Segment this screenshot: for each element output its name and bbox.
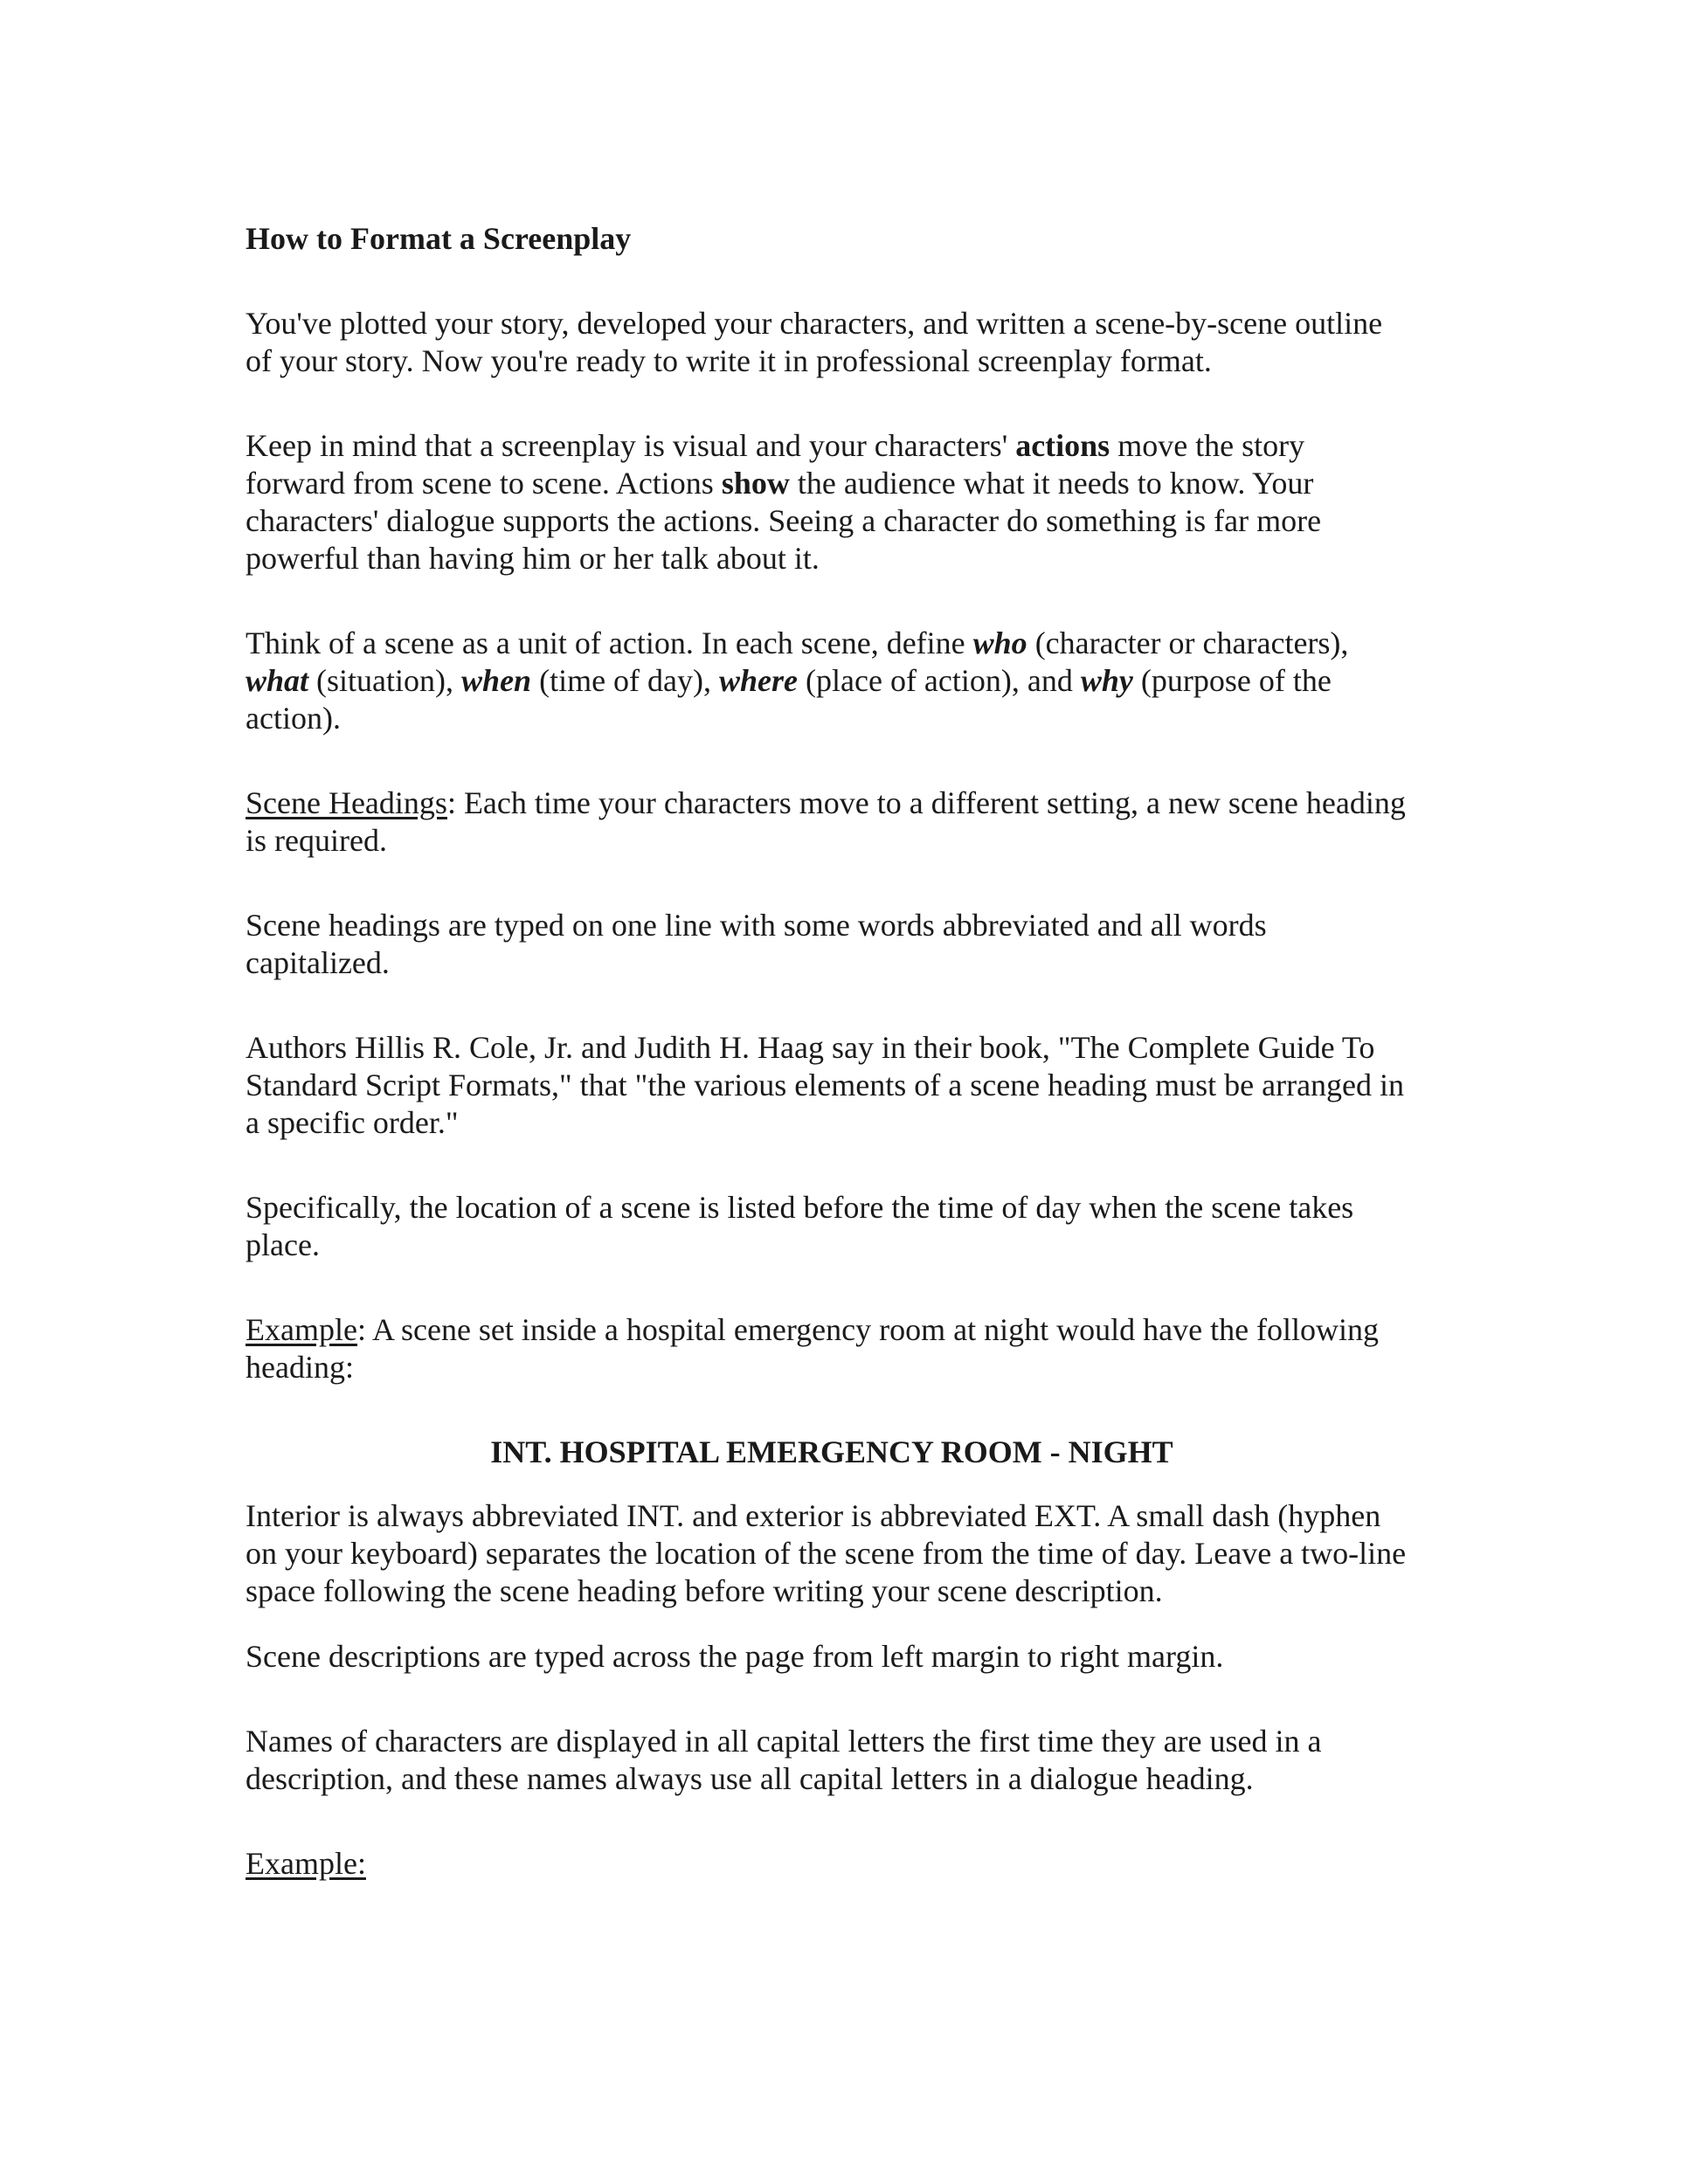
scene-headings-paragraph (246, 784, 1408, 860)
abbreviation-paragraph: Interior is always abbreviated INT. and exterior is abbreviated EXT. A small dash (hyphen on your keyboard) separates the location of the scene from the time of day. Leave a two-line space following the scene heading before writing your scene description. (246, 1498, 1407, 1608)
example-intro-paragraph (246, 1311, 1408, 1386)
unit-text-2: (character or characters), (1027, 625, 1349, 660)
unit-text-6: (purpose of the action). (246, 663, 1332, 736)
who-emphasis: who (972, 625, 1027, 660)
unit-text-3: (situation), (308, 663, 462, 698)
closing-example-label (246, 1845, 1408, 1883)
what-emphasis: what (246, 663, 309, 698)
description-margin-paragraph: Scene descriptions are typed across the page from left margin to right margin. (246, 1639, 1224, 1674)
actions-text-3: the audience what it needs to know. Your characters' dialogue supports the actions. Seeing a character do something is far more powerful than having him or her talk about it. (246, 466, 1322, 576)
when-emphasis: when (461, 663, 532, 698)
why-emphasis: why (1080, 663, 1133, 698)
intro-paragraph: You've plotted your story, developed your characters, and written a scene-by-scene outline of your story. Now you're ready to write it in professional screenplay format. (246, 306, 1383, 378)
actions-text-1: Keep in mind that a screenplay is visual and your characters' (246, 428, 1016, 463)
show-bold: show (721, 466, 790, 501)
authors-paragraph: Authors Hillis R. Cole, Jr. and Judith H. Haag say in their book, "The Complete Guide To Standard Script Formats," that "the various elements of a scene heading must be arranged in a specific order." (246, 1030, 1405, 1140)
unit-text-4: (time of day), (531, 663, 720, 698)
example-text: : A scene set inside a hospital emergency room at night would have the following heading: (246, 1312, 1380, 1385)
scene-unit-paragraph (246, 625, 1408, 737)
actions-text-2: move the story forward from scene to scene. Actions (246, 428, 1305, 501)
location-order-paragraph: Specifically, the location of a scene is listed before the time of day when the scene takes place. (246, 1190, 1354, 1262)
scene-heading-example: INT. HOSPITAL EMERGENCY ROOM - NIGHT (490, 1434, 1173, 1469)
document-title: How to Format a Screenplay (246, 221, 632, 256)
scene-headings-label: Scene Headings (246, 785, 447, 820)
scene-headings-text: : Each time your characters move to a different setting, a new scene heading is required. (246, 785, 1406, 858)
actions-bold: actions (1015, 428, 1110, 463)
where-emphasis: where (719, 663, 799, 698)
example-label: Example (246, 1312, 357, 1347)
capitalization-paragraph: Scene headings are typed on one line with some words abbreviated and all words capitalized. (246, 908, 1267, 980)
actions-paragraph (246, 427, 1408, 577)
unit-text-5: (place of action), and (798, 663, 1081, 698)
document-body (246, 220, 1408, 1930)
character-names-paragraph: Names of characters are displayed in all capital letters the first time they are used in a description, and these names always use all capital letters in a dialogue heading. (246, 1724, 1322, 1796)
unit-text-1: Think of a scene as a unit of action. In each scene, define (246, 625, 973, 660)
closing-example-underlined: Example: (246, 1846, 366, 1881)
